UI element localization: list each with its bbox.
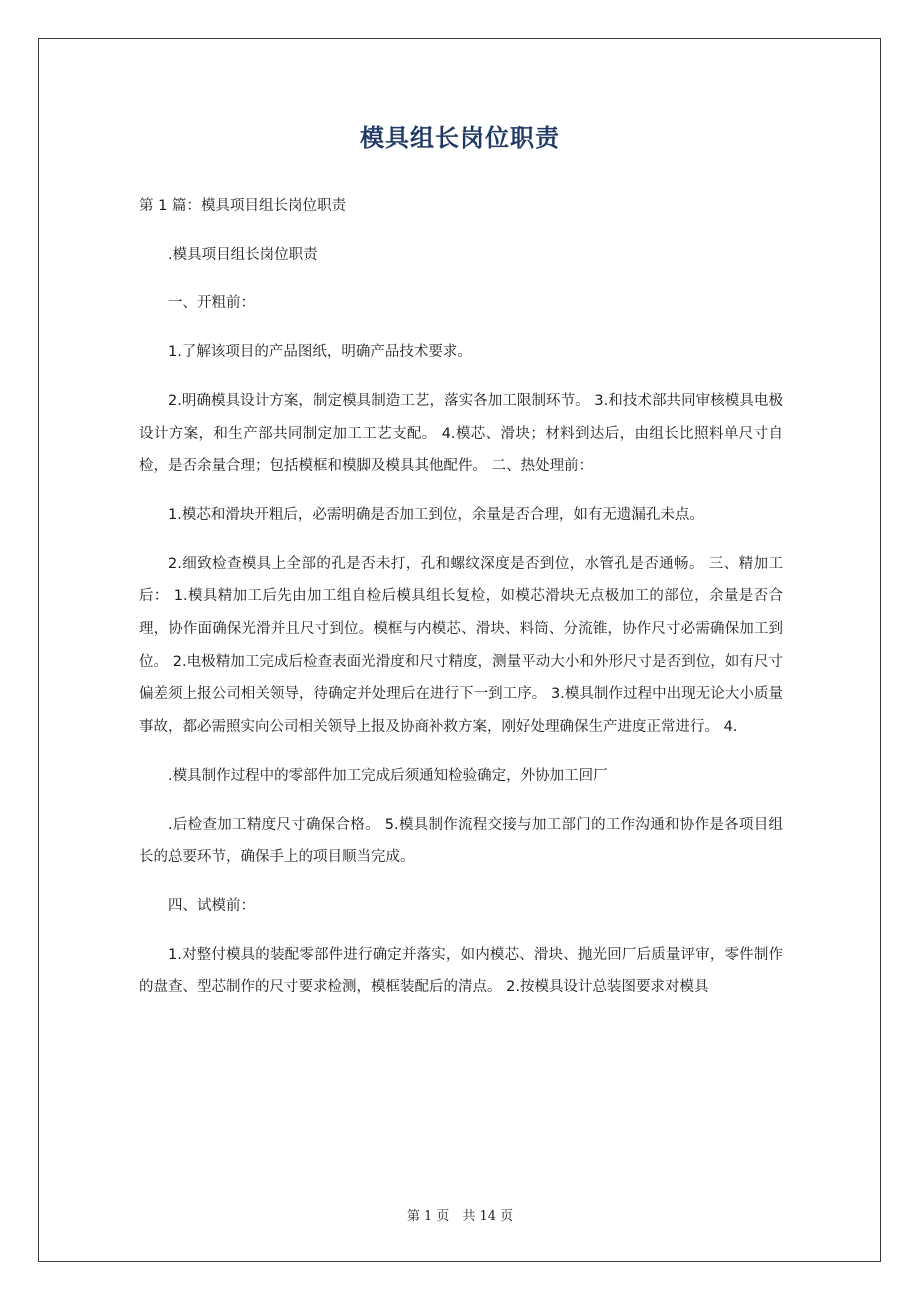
paragraph: 2.明确模具设计方案，制定模具制造工艺，落实各加工限制环节。 3.和技术部共同审核模具电极设计方案，和生产部共同制定加工工艺支配。 4.模芯、滑块；材料到达后，由组长比照料单尺寸自检，是否余量合理；包括模框和模脚及模具其他配件。 二、热处理前： — [139, 392, 783, 475]
paragraph: 一、开粗前： — [168, 295, 255, 312]
paragraph: 四、试模前： — [168, 897, 255, 914]
document-body — [139, 190, 783, 1020]
paragraph: 1.模芯和滑块开粗后，必需明确是否加工到位，余量是否合理，如有无遗漏孔未点。 — [168, 506, 704, 523]
document-title: 模具组长岗位职责 — [360, 124, 560, 152]
paragraph: 1.对整付模具的装配零部件进行确定并落实，如内模芯、滑块、抛光回厂后质量评审，零件制作的盘查、型芯制作的尺寸要求检测，模框装配后的清点。 2.按模具设计总装图要求对模具 — [139, 946, 783, 996]
paragraph: 第 1 篇：模具项目组长岗位职责 — [139, 198, 346, 214]
paragraph: 2.细致检查模具上全部的孔是否未打，孔和螺纹深度是否到位，水管孔是否通畅。 三、精加工后： 1.模具精加工后先由加工组自检后模具组长复检，如模芯滑块无点极加工的部位，余量是否合理，协作面确保光滑并且尺寸到位。模框与内模芯、滑块、料筒、分流锥，协作尺寸必需确保加工到位。 2.电极精加工完成后检查表面光滑度和尺寸精度，测量平动大小和外形尺寸是否到位，如有尺寸偏差须上报公司相关领导，待确定并处理后在进行下一到工序。 3.模具制作过程中出现无论大小质量事故，都必需照实向公司相关领导上报及协商补救方案，刚好处理确保生产进度正常进行。 4. — [139, 555, 783, 736]
paragraph: .模具制作过程中的零部件加工完成后须通知检验确定，外协加工回厂 — [168, 767, 608, 784]
paragraph: 1.了解该项目的产品图纸，明确产品技术要求。 — [168, 344, 472, 361]
paragraph: .模具项目组长岗位职责 — [168, 246, 318, 263]
page-footer: 第 1 页 共 14 页 — [406, 1209, 514, 1224]
paragraph: .后检查加工精度尺寸确保合格。 5.模具制作流程交接与加工部门的工作沟通和协作是各项目组长的总要环节，确保手上的项目顺当完成。 — [139, 816, 783, 866]
